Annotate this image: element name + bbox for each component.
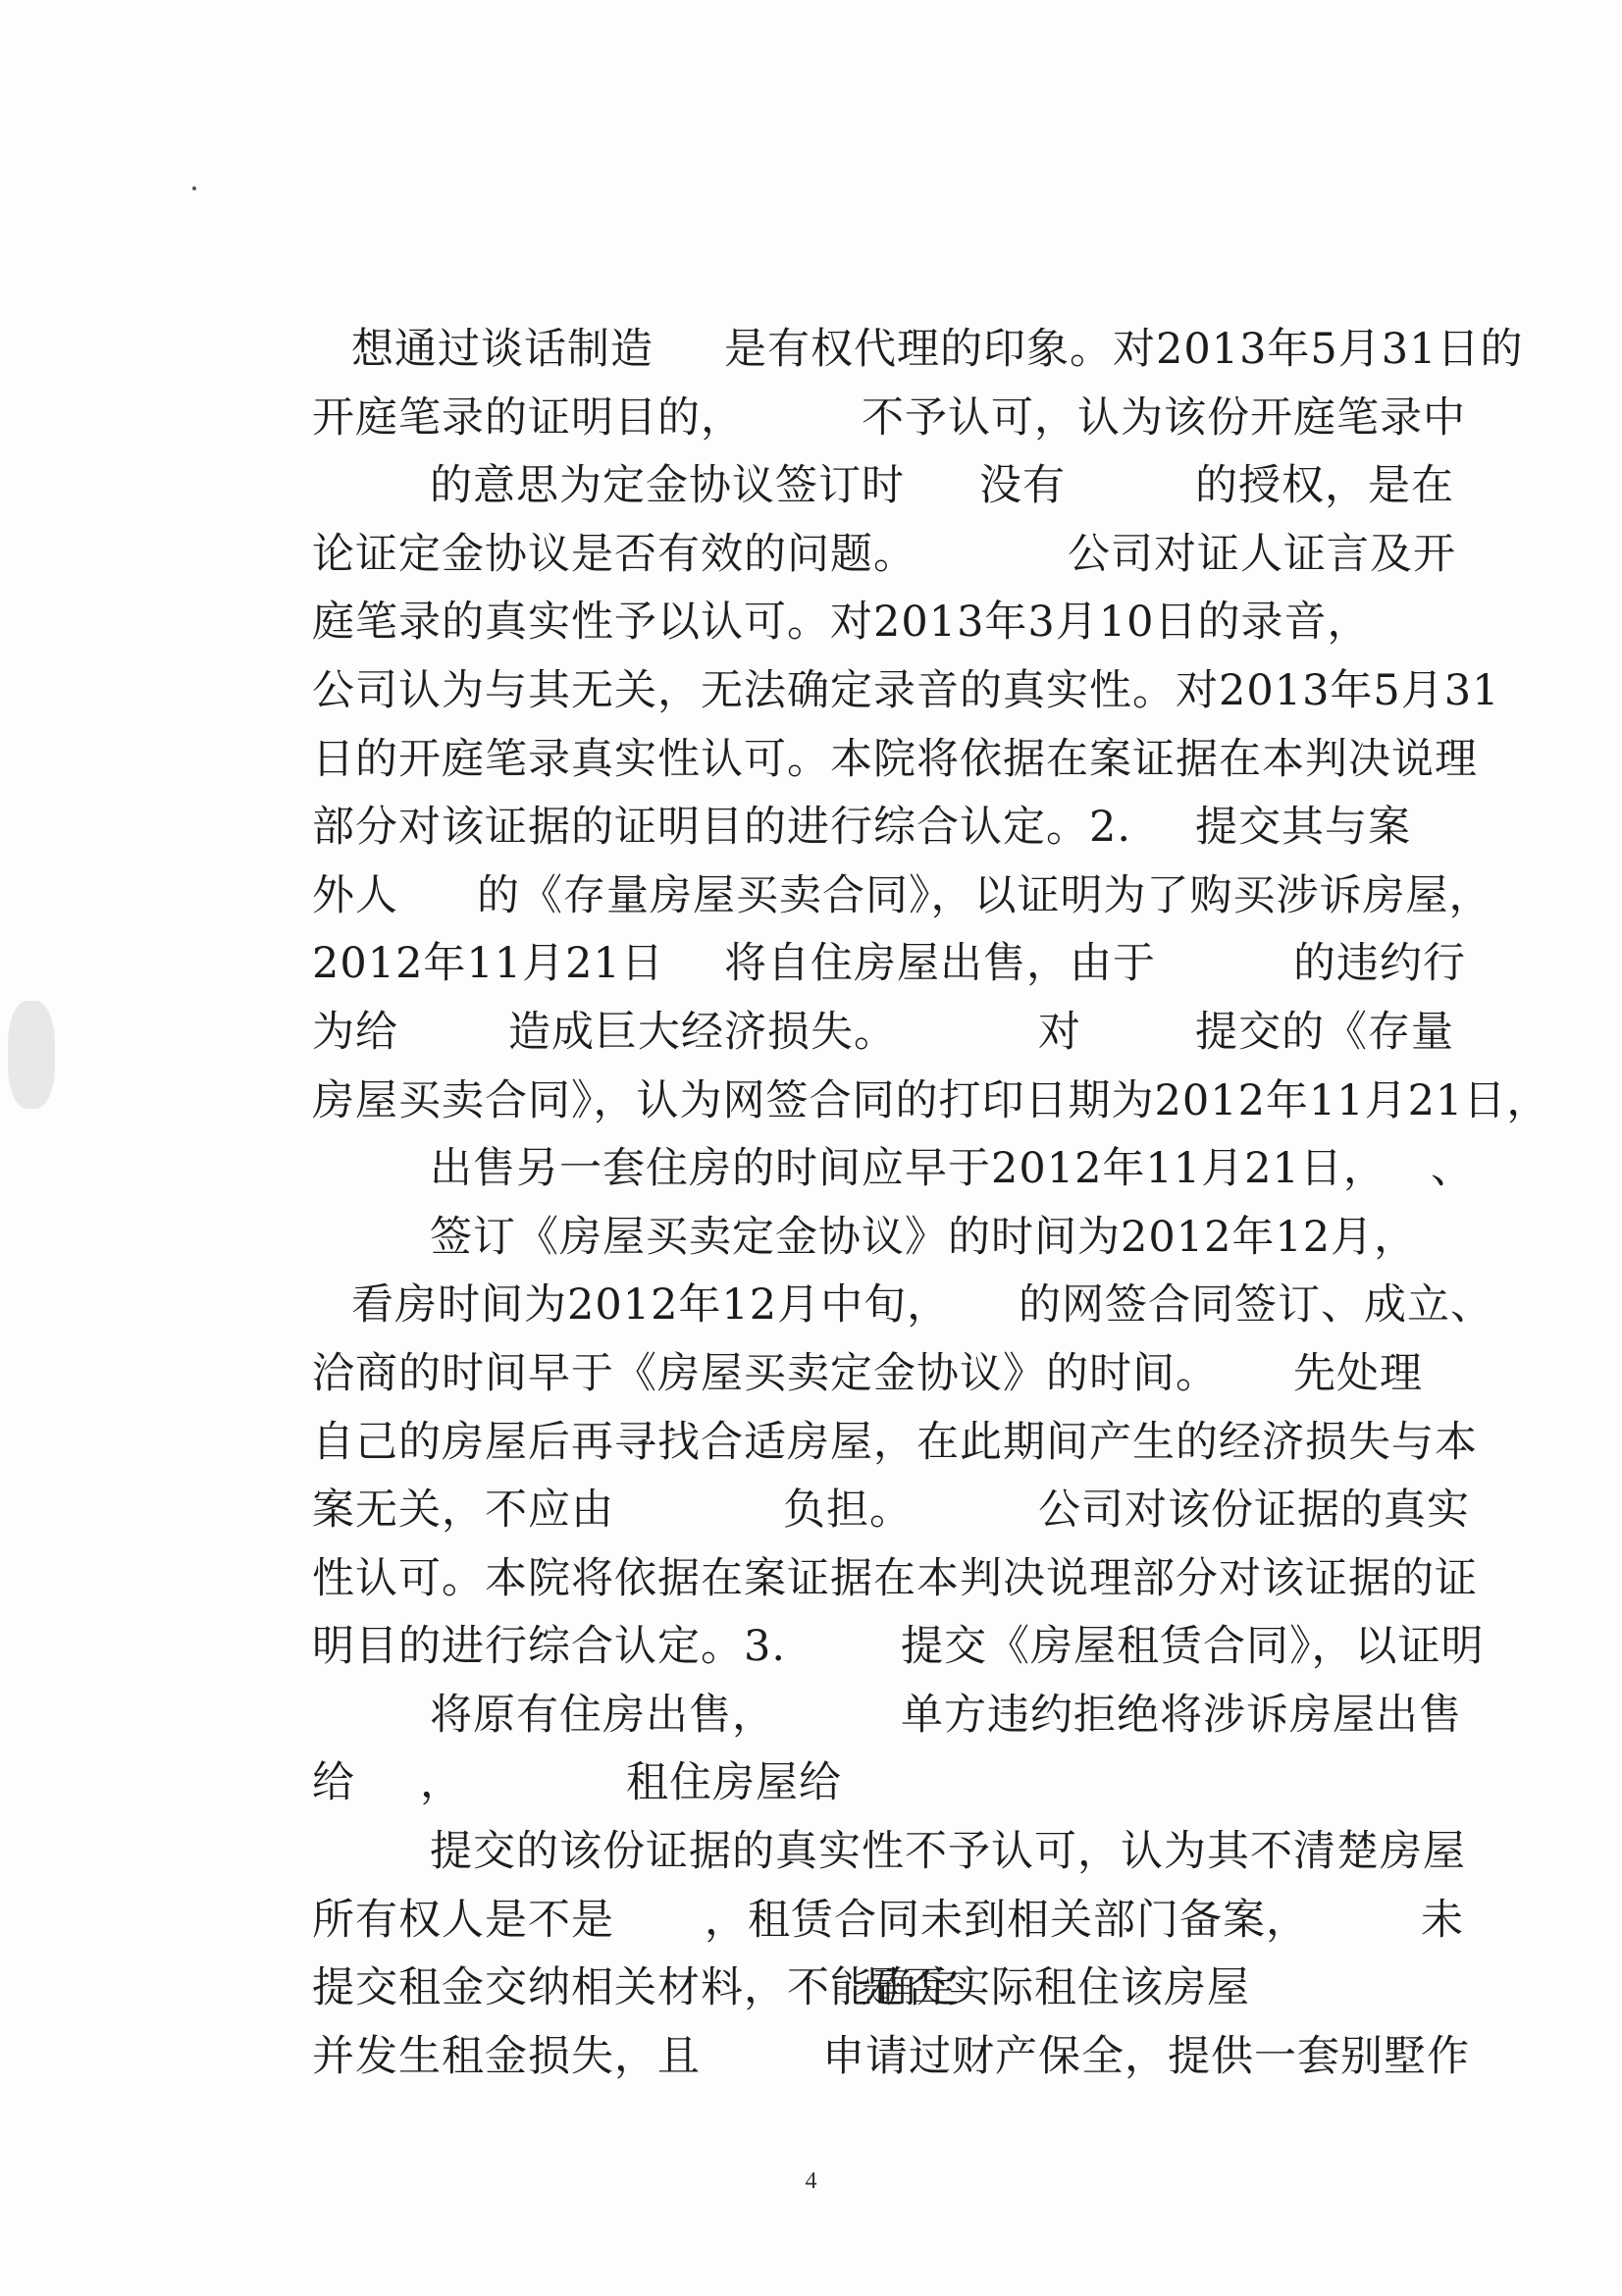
text-segment: 对 (1038, 1007, 1081, 1057)
text-line (312, 521, 1456, 590)
text-line (312, 1818, 1466, 1887)
text-segment: 给 (312, 1758, 355, 1808)
text-segment: 的网签合同签订、成立、 (1019, 1280, 1493, 1331)
text-segment: 提交的《存量 (1195, 1007, 1454, 1057)
text-segment: 租住房屋给 (626, 1758, 842, 1808)
text-segment: 将自住房屋出售，由于 (724, 939, 1156, 989)
text-segment: 不予认可，认为该份开庭笔录中 (862, 392, 1466, 443)
text-line (312, 385, 1466, 453)
text-segment: ，租赁合同未到相关部门备案， (705, 1895, 1309, 1945)
text-segment: 提交租金交纳相关材料，不能确定 (312, 1963, 960, 2013)
text-segment: 公司认为与其无关，无法确定录音的真实性。对2013年5月31 (312, 665, 1500, 715)
text-line (312, 657, 1500, 726)
text-segment: 的违约行 (1293, 939, 1466, 989)
text-segment: 案无关，不应由 (312, 1486, 614, 1536)
text-segment: 日的开庭笔录真实性认可。本院将依据在案证据在本判决说理 (312, 734, 1478, 784)
text-segment: 庭笔录的真实性予以认可。对2013年3月10日的录音， (312, 598, 1371, 648)
text-segment: 将原有住房出售， (430, 1690, 775, 1740)
scan-speck (192, 186, 196, 190)
page-number: 4 (805, 2168, 817, 2194)
text-line (312, 1340, 1450, 1409)
text-segment: 明目的进行综合认定。3. (312, 1622, 787, 1672)
text-segment: 的意思为定金协议签订时 (430, 461, 905, 511)
text-segment: 开庭笔录的证明目的， (312, 392, 744, 443)
text-segment: 先处理 (1293, 1348, 1423, 1398)
text-line (312, 1545, 1478, 1614)
text-segment: 负担。 (783, 1486, 913, 1536)
text-line (312, 1955, 1450, 2023)
text-line (312, 794, 1450, 862)
text-segment: 所有权人是不是 (312, 1895, 614, 1945)
text-line (312, 930, 1466, 999)
text-segment: 论证定金协议是否有效的问题。 (312, 529, 916, 579)
text-line (312, 1613, 1485, 1682)
text-segment: 申请过财产保全，提供一套别墅作 (822, 2031, 1470, 2081)
text-segment: 提交的该份证据的真实性不予认可，认为其不清楚房屋 (430, 1827, 1466, 1877)
text-line (312, 726, 1478, 795)
text-line (312, 1272, 1493, 1340)
text-segment: 造成巨大经济损失。 (508, 1007, 897, 1057)
text-line (312, 862, 1492, 931)
scan-smudge (8, 1001, 55, 1109)
text-segment: 、 (1431, 1144, 1474, 1194)
text-segment: 是有权代理的印象。对2013年5月31日的 (724, 325, 1524, 374)
text-segment: 外人 (312, 870, 398, 920)
text-line (312, 1068, 1550, 1136)
text-segment: 房屋买卖合同》，认为网签合同的打印日期为2012年11月21日， (312, 1075, 1550, 1125)
text-segment: 部分对该证据的证明目的进行综合认定。2. (312, 803, 1132, 853)
text-line (312, 999, 1454, 1068)
text-line (312, 1682, 1462, 1750)
text-segment: 性认可。本院将依据在案证据在本判决说理部分对该证据的证 (312, 1553, 1478, 1603)
text-segment: 公司对该份证据的真实 (1038, 1486, 1470, 1536)
text-segment: 看房时间为2012年12月中旬， (351, 1280, 951, 1331)
text-segment: 为给 (312, 1007, 398, 1057)
text-segment: 2012年11月21日 (312, 939, 664, 989)
text-line (312, 1204, 1450, 1273)
text-segment: 并发生租金损失，且 (312, 2031, 701, 2081)
text-line (312, 1749, 1450, 1818)
text-segment: 自己的房屋后再寻找合适房屋，在此期间产生的经济损失与本 (312, 1417, 1478, 1467)
text-segment: 单方违约拒绝将涉诉房屋出售 (901, 1690, 1462, 1740)
text-line (312, 1409, 1478, 1478)
text-segment: 的《存量房屋买卖合同》，以证明为了购买涉诉房屋， (477, 870, 1492, 920)
text-line (312, 1477, 1470, 1545)
text-segment: 的授权，是在 (1195, 461, 1454, 511)
text-segment: 签订《房屋买卖定金协议》的时间为2012年12月， (430, 1212, 1418, 1262)
text-segment: 想通过谈话制造 (351, 325, 654, 374)
text-segment: 提交其与案 (1195, 803, 1411, 853)
text-segment: 未 (1421, 1895, 1464, 1945)
text-segment: ， (420, 1758, 463, 1808)
text-segment: 公司对证人证言及开 (1068, 529, 1456, 579)
text-line (312, 2023, 1470, 2092)
text-line (312, 1887, 1464, 1956)
text-segment: 洽商的时间早于《房屋买卖定金协议》的时间。 (312, 1348, 1219, 1398)
text-line (312, 1135, 1474, 1204)
text-line (312, 452, 1454, 521)
text-line (312, 589, 1450, 657)
text-segment: 提交《房屋租赁合同》，以证明 (901, 1622, 1485, 1672)
text-line (312, 316, 1524, 385)
body-text (312, 316, 1550, 2091)
text-segment: 出售另一套住房的时间应早于2012年11月21日， (430, 1144, 1387, 1194)
text-segment: 是否实际租住该房屋 (862, 1963, 1250, 2013)
text-segment: 没有 (979, 461, 1066, 511)
